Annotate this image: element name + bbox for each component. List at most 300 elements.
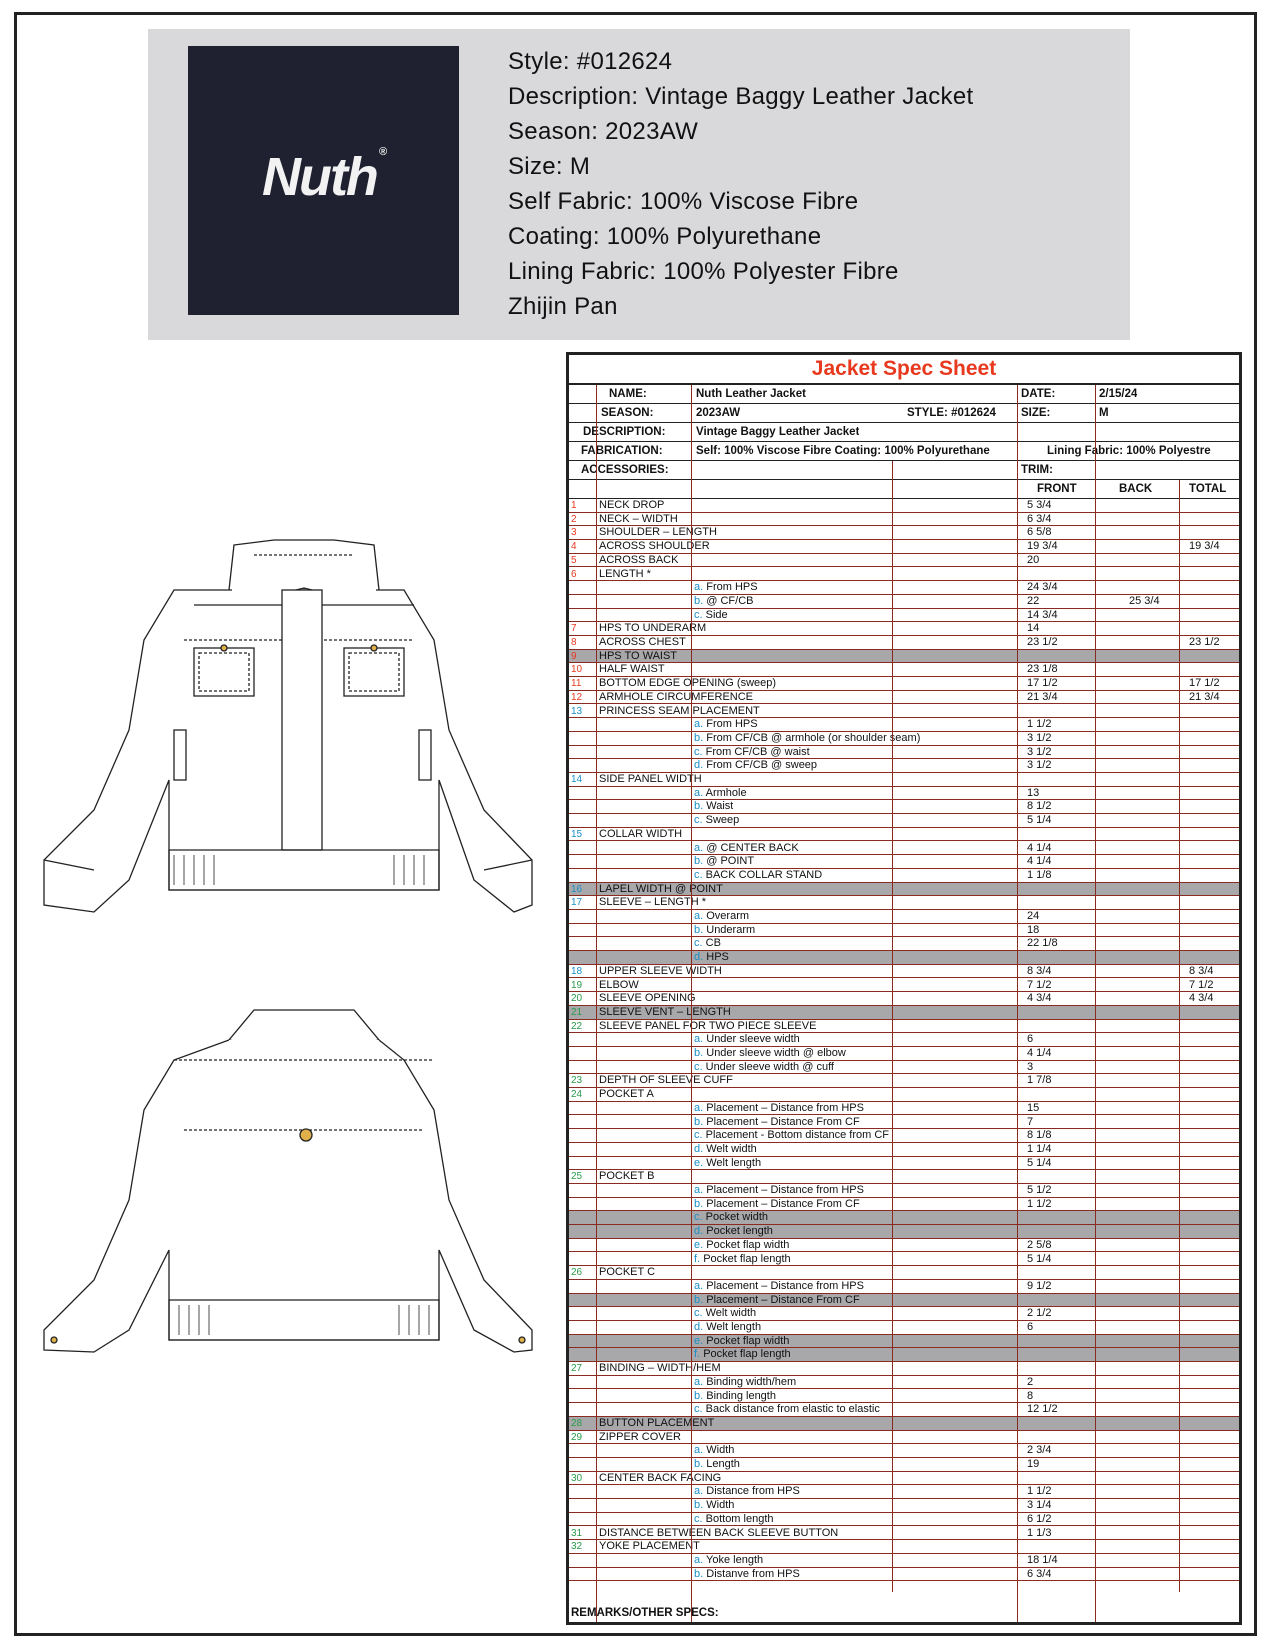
spec-row	[569, 622, 1239, 636]
front-value: 1 7/8	[1027, 1074, 1052, 1087]
front-value: 19	[1027, 1458, 1040, 1470]
grid-line	[691, 385, 692, 1622]
sub-measurement-label: Side	[705, 608, 728, 621]
front-value: 24	[1027, 910, 1040, 922]
sub-measurement-label: @ POINT	[706, 855, 755, 868]
spec-row	[569, 1321, 1239, 1335]
measurement-label: DEPTH OF SLEEVE CUFF	[599, 1074, 733, 1087]
fabrication-row	[569, 442, 1239, 461]
row-number: 1	[571, 500, 577, 511]
sub-measurement-label: Placement – Distance from HPS	[706, 1279, 864, 1292]
sub-measurement-label: Placement – Distance From CF	[706, 1115, 860, 1128]
sub-letter: e.	[694, 1334, 704, 1347]
spec-row	[569, 1458, 1239, 1472]
total-value: 21 3/4	[1189, 690, 1220, 703]
name-value: Nuth Leather Jacket	[696, 388, 806, 400]
row-number: 13	[571, 705, 583, 717]
front-value: 24 3/4	[1027, 581, 1058, 594]
designer-name: Zhijin Pan	[508, 293, 618, 320]
spec-row	[569, 759, 1239, 773]
spec-row	[569, 1116, 1239, 1130]
spec-row	[569, 732, 1239, 746]
sub-letter: f.	[694, 1348, 701, 1361]
row-number: 21	[571, 1006, 583, 1018]
spec-row	[569, 1033, 1239, 1047]
spec-row	[569, 1020, 1239, 1034]
front-value: 7	[1027, 1115, 1034, 1128]
measurement-label: CENTER BACK FACING	[599, 1471, 722, 1484]
spec-row	[569, 540, 1239, 554]
grid-line	[1017, 385, 1018, 1622]
sub-letter: b.	[694, 594, 704, 607]
front-value: 2	[1027, 1375, 1034, 1388]
remarks-row	[569, 1605, 1239, 1623]
season-row	[569, 404, 1239, 423]
total-value: 17 1/2	[1189, 677, 1220, 690]
sub-letter: d.	[694, 951, 704, 964]
sub-letter: b.	[694, 1047, 704, 1059]
spec-row	[569, 910, 1239, 924]
spec-row	[569, 842, 1239, 856]
spec-row	[569, 1239, 1239, 1253]
sub-letter: a.	[694, 1033, 704, 1046]
style-info	[508, 44, 973, 324]
sub-measurement-label: Width	[706, 1444, 735, 1457]
front-value: 1 1/2	[1027, 1197, 1052, 1210]
spec-row	[569, 1554, 1239, 1568]
front-value: 4 3/4	[1027, 992, 1052, 1005]
sub-measurement-label: Sweep	[705, 814, 740, 827]
front-value: 14 3/4	[1027, 608, 1058, 621]
front-value: 7 1/2	[1027, 978, 1052, 991]
row-number: 32	[571, 1541, 583, 1553]
sub-letter: b.	[694, 1197, 704, 1210]
front-jacket-sketch	[34, 530, 544, 920]
sub-measurement-label: Width	[706, 1499, 735, 1512]
sub-measurement-label: Welt width	[706, 1142, 757, 1155]
sub-measurement-label: Placement – Distance from HPS	[706, 1101, 864, 1114]
sub-letter: c.	[694, 937, 703, 950]
spec-row	[569, 992, 1239, 1006]
grid-line	[596, 385, 597, 1622]
measurement-label: HPS TO WAIST	[599, 649, 678, 662]
front-value: 3 1/2	[1027, 759, 1052, 772]
measurement-label: YOKE PLACEMENT	[599, 1540, 700, 1553]
size: Size: M	[508, 153, 591, 180]
spec-row	[569, 1157, 1239, 1171]
row-number: 9	[571, 650, 577, 662]
spec-row	[569, 869, 1239, 883]
spec-row	[569, 595, 1239, 609]
front-value: 3 1/2	[1027, 731, 1052, 744]
front-value: 6	[1027, 1321, 1034, 1333]
measurement-label: LAPEL WIDTH @ POINT	[599, 882, 723, 895]
spec-row	[569, 1431, 1239, 1445]
sub-measurement-label: Under sleeve width @ cuff	[705, 1060, 834, 1073]
col-front: FRONT	[1037, 483, 1077, 495]
measurement-label: ELBOW	[599, 978, 639, 991]
spec-row	[569, 1568, 1239, 1582]
row-number: 10	[571, 664, 583, 676]
spec-row	[569, 1527, 1239, 1541]
measurement-label: HPS TO UNDERARM	[599, 622, 707, 635]
front-value: 14	[1027, 622, 1040, 635]
row-number: 12	[571, 691, 583, 703]
sub-letter: e.	[694, 1156, 704, 1169]
spec-row	[569, 855, 1239, 869]
measurement-label: ACROSS CHEST	[599, 636, 686, 648]
measurement-label: ARMHOLE CIRCUMFERENCE	[599, 690, 754, 703]
spec-row	[569, 1170, 1239, 1184]
remarks-label: REMARKS/OTHER SPECS:	[571, 1607, 719, 1619]
spec-row	[569, 1184, 1239, 1198]
sub-letter: c.	[694, 1211, 703, 1224]
sub-measurement-label: From HPS	[706, 718, 758, 731]
spec-row	[569, 636, 1239, 650]
sub-measurement-label: From CF/CB @ sweep	[706, 759, 818, 772]
description-row	[569, 423, 1239, 442]
front-value: 1 1/2	[1027, 718, 1052, 731]
sub-letter: b.	[694, 1499, 704, 1512]
measurement-label: SLEEVE VENT – LENGTH	[599, 1005, 731, 1018]
sub-measurement-label: Binding length	[706, 1389, 776, 1402]
sub-letter: b.	[694, 1389, 704, 1402]
front-value: 18	[1027, 923, 1040, 936]
description: Description: Vintage Baggy Leather Jacket	[508, 83, 974, 110]
spec-row	[569, 1499, 1239, 1513]
spec-row	[569, 650, 1239, 664]
spec-row	[569, 1198, 1239, 1212]
spec-row	[569, 1444, 1239, 1458]
measurement-label: DISTANCE BETWEEN BACK SLEEVE BUTTON	[599, 1526, 839, 1539]
sub-letter: a.	[694, 581, 704, 594]
row-number: 20	[571, 993, 583, 1005]
sub-measurement-label: From HPS	[706, 581, 758, 594]
spec-row	[569, 1348, 1239, 1362]
spec-row	[569, 1390, 1239, 1404]
sub-measurement-label: Placement – Distance from HPS	[706, 1184, 864, 1196]
front-value: 1 1/8	[1027, 868, 1052, 881]
spec-row	[569, 663, 1239, 677]
season: Season: 2023AW	[508, 118, 699, 145]
total-value: 23 1/2	[1189, 636, 1220, 648]
spec-row	[569, 1253, 1239, 1267]
sub-letter: d.	[694, 1142, 704, 1155]
spec-row	[569, 1143, 1239, 1157]
spec-row	[569, 1376, 1239, 1390]
measurement-label: SLEEVE OPENING	[599, 992, 696, 1005]
style-number: Style: #012624	[508, 48, 673, 75]
front-value: 15	[1027, 1101, 1040, 1114]
spec-row	[569, 1362, 1239, 1376]
front-value: 18 1/4	[1027, 1553, 1058, 1566]
measurement-label: POCKET A	[599, 1088, 654, 1101]
measurement-label: BOTTOM EDGE OPENING (sweep)	[599, 677, 777, 690]
sub-letter: c.	[694, 745, 703, 758]
spec-row	[569, 746, 1239, 760]
spec-row	[569, 828, 1239, 842]
sub-letter: b.	[694, 731, 704, 744]
front-value: 2 3/4	[1027, 1444, 1052, 1457]
spec-row	[569, 1294, 1239, 1308]
sub-letter: b.	[694, 800, 704, 813]
row-number: 31	[571, 1527, 583, 1539]
sub-measurement-label: From CF/CB @ armhole (or shoulder seam)	[706, 731, 921, 744]
row-number: 23	[571, 1075, 583, 1087]
front-value: 12 1/2	[1027, 1403, 1058, 1416]
sub-measurement-label: Binding width/hem	[706, 1375, 797, 1388]
sub-measurement-label: Back distance from elastic to elastic	[705, 1403, 880, 1416]
sub-measurement-label: Pocket flap length	[703, 1252, 791, 1265]
row-number: 22	[571, 1020, 583, 1032]
spec-row	[569, 951, 1239, 965]
front-value: 8 1/2	[1027, 800, 1052, 813]
total-value: 19 3/4	[1189, 540, 1220, 553]
front-value: 5 3/4	[1027, 499, 1052, 511]
row-number: 25	[571, 1171, 583, 1183]
total-value: 8 3/4	[1189, 964, 1214, 977]
spec-row	[569, 513, 1239, 527]
row-number: 5	[571, 554, 577, 566]
spec-row	[569, 1472, 1239, 1486]
spec-title: Jacket Spec Sheet	[569, 357, 1239, 385]
sub-letter: a.	[694, 1184, 704, 1196]
spec-row	[569, 1280, 1239, 1294]
measurement-label: NECK DROP	[599, 499, 665, 511]
sub-letter: c.	[694, 608, 703, 621]
col-back: BACK	[1119, 483, 1153, 495]
front-value: 8	[1027, 1389, 1034, 1402]
grid-line	[1179, 480, 1180, 1592]
date-label: DATE:	[1021, 388, 1056, 400]
front-value: 3	[1027, 1060, 1034, 1073]
sub-measurement-label: HPS	[706, 951, 729, 964]
spec-sheet	[566, 352, 1242, 1625]
row-number: 17	[571, 897, 583, 909]
sub-measurement-label: Distance from HPS	[706, 1485, 800, 1498]
sub-measurement-label: Placement – Distance From CF	[706, 1293, 860, 1306]
front-value: 6 3/4	[1027, 512, 1052, 525]
sub-measurement-label: Length	[706, 1458, 740, 1470]
row-number: 29	[571, 1431, 583, 1443]
lining-value: Lining Fabric: 100% Polyestre	[1047, 445, 1211, 457]
spec-row	[569, 691, 1239, 705]
desc-label: DESCRIPTION:	[583, 426, 666, 438]
name-label: NAME:	[609, 388, 647, 400]
row-number: 16	[571, 883, 583, 895]
front-value: 5 1/2	[1027, 1184, 1052, 1196]
fab-value: Self: 100% Viscose Fibre Coating: 100% Polyurethane	[696, 445, 990, 457]
sub-measurement-label: Armhole	[705, 786, 747, 799]
column-header-row	[569, 480, 1239, 499]
sub-measurement-label: Pocket flap width	[706, 1334, 790, 1347]
sub-measurement-label: Welt length	[706, 1156, 762, 1169]
front-value: 1 1/2	[1027, 1485, 1052, 1498]
lining-fabric: Lining Fabric: 100% Polyester Fibre	[508, 258, 899, 285]
size-value: M	[1099, 407, 1109, 419]
spec-row	[569, 1211, 1239, 1225]
sub-letter: d.	[694, 1225, 704, 1238]
front-value: 6 1/2	[1027, 1512, 1052, 1525]
spec-row	[569, 896, 1239, 910]
row-number: 27	[571, 1363, 583, 1375]
measurement-label: POCKET C	[599, 1266, 656, 1279]
measurement-label: ACROSS BACK	[599, 553, 679, 566]
name-row	[569, 385, 1239, 404]
row-number: 4	[571, 541, 577, 553]
spec-row	[569, 800, 1239, 814]
sub-letter: a.	[694, 910, 704, 922]
front-value: 5 1/4	[1027, 814, 1052, 827]
sub-measurement-label: Under sleeve width	[706, 1033, 800, 1046]
front-value: 22	[1027, 594, 1040, 607]
sub-letter: c.	[694, 1060, 703, 1073]
spec-row	[569, 1513, 1239, 1527]
spec-row	[569, 1540, 1239, 1554]
sub-letter: a.	[694, 718, 704, 731]
sub-measurement-label: Yoke length	[706, 1553, 764, 1566]
front-value: 13	[1027, 786, 1040, 799]
sub-letter: f.	[694, 1252, 701, 1265]
spec-row	[569, 1335, 1239, 1349]
row-number: 8	[571, 637, 577, 648]
spec-row	[569, 1307, 1239, 1321]
row-number: 6	[571, 568, 577, 580]
sub-measurement-label: Waist	[706, 800, 734, 813]
sub-letter: a.	[694, 1444, 704, 1457]
row-number: 26	[571, 1267, 583, 1279]
row-number: 19	[571, 979, 583, 991]
spec-row	[569, 1225, 1239, 1239]
size-label: SIZE:	[1021, 407, 1051, 419]
front-value: 17 1/2	[1027, 677, 1058, 690]
front-value: 20	[1027, 553, 1040, 566]
desc-value: Vintage Baggy Leather Jacket	[696, 426, 860, 438]
spec-row	[569, 568, 1239, 582]
col-total: TOTAL	[1189, 483, 1227, 495]
spec-row	[569, 1047, 1239, 1061]
measurement-label: SIDE PANEL WIDTH	[599, 773, 702, 785]
spec-row	[569, 924, 1239, 938]
row-number: 30	[571, 1472, 583, 1484]
sub-measurement-label: Underarm	[706, 923, 756, 936]
spec-row	[569, 1417, 1239, 1431]
front-value: 8 3/4	[1027, 964, 1052, 977]
sub-letter: c.	[694, 1307, 703, 1320]
row-number: 11	[571, 678, 582, 690]
sub-letter: b.	[694, 923, 704, 936]
sub-letter: c.	[694, 1512, 703, 1525]
logo-registered: ®	[378, 146, 386, 158]
brand-logo	[188, 46, 459, 315]
front-value: 3 1/4	[1027, 1499, 1052, 1512]
row-number: 18	[571, 965, 583, 977]
row-number: 14	[571, 774, 583, 785]
measurement-label: NECK – WIDTH	[599, 512, 678, 525]
front-value: 6 5/8	[1027, 526, 1052, 539]
front-value: 5 1/4	[1027, 1252, 1052, 1265]
row-number: 2	[571, 513, 577, 525]
sub-letter: a.	[694, 1101, 704, 1114]
spec-row	[569, 1006, 1239, 1020]
row-number: 3	[571, 527, 577, 539]
spec-row	[569, 1088, 1239, 1102]
sub-measurement-label: Pocket flap width	[706, 1238, 790, 1251]
measurement-label: ACROSS SHOULDER	[599, 540, 710, 553]
measurement-label: UPPER SLEEVE WIDTH	[599, 964, 722, 977]
sub-letter: b.	[694, 1567, 704, 1580]
spec-row	[569, 965, 1239, 979]
sub-letter: a.	[694, 1553, 704, 1566]
front-value: 6	[1027, 1033, 1034, 1046]
sub-measurement-label: CB	[705, 937, 721, 950]
sub-measurement-label: Pocket width	[705, 1211, 768, 1224]
back-jacket-sketch	[34, 1000, 544, 1360]
front-value: 1 1/4	[1027, 1142, 1052, 1155]
measurement-label: BINDING – WIDTH/HEM	[599, 1362, 721, 1375]
spec-row	[569, 581, 1239, 595]
spec-row	[569, 787, 1239, 801]
spec-row	[569, 1129, 1239, 1143]
sub-measurement-label: @ CENTER BACK	[706, 841, 799, 854]
spec-row	[569, 677, 1239, 691]
sub-letter: b.	[694, 855, 704, 868]
spec-row	[569, 883, 1239, 897]
sub-measurement-label: Bottom length	[705, 1512, 774, 1525]
spec-row	[569, 609, 1239, 623]
sub-letter: a.	[694, 1485, 704, 1498]
front-value: 9 1/2	[1027, 1279, 1052, 1292]
spec-row	[569, 1102, 1239, 1116]
sub-measurement-label: Pocket flap length	[703, 1348, 791, 1361]
measurement-label: LENGTH *	[599, 567, 651, 580]
sub-measurement-label: Welt length	[706, 1321, 762, 1333]
sub-letter: b.	[694, 1115, 704, 1128]
spec-row	[569, 814, 1239, 828]
sub-letter: e.	[694, 1238, 704, 1251]
accessories-row	[569, 461, 1239, 480]
spec-row	[569, 1074, 1239, 1088]
row-number: 24	[571, 1089, 583, 1101]
measurement-label: POCKET B	[599, 1170, 655, 1183]
front-value: 23 1/2	[1027, 636, 1058, 648]
measurement-label: COLLAR WIDTH	[599, 827, 683, 840]
spec-row	[569, 937, 1239, 951]
spec-row	[569, 1266, 1239, 1280]
sub-measurement-label: Distanve from HPS	[706, 1567, 800, 1580]
spec-row	[569, 1485, 1239, 1499]
front-value: 8 1/8	[1027, 1129, 1052, 1142]
front-value: 23 1/8	[1027, 663, 1058, 676]
spec-row	[569, 705, 1239, 719]
spec-row	[569, 499, 1239, 513]
front-value: 2 1/2	[1027, 1307, 1052, 1320]
sub-measurement-label: BACK COLLAR STAND	[705, 868, 823, 881]
front-value: 1 1/3	[1027, 1526, 1052, 1539]
spec-row	[569, 554, 1239, 568]
measurement-label: SLEEVE – LENGTH *	[599, 896, 706, 909]
front-value: 21 3/4	[1027, 690, 1058, 703]
sub-measurement-label: Placement – Distance From CF	[706, 1197, 860, 1210]
measurement-label: HALF WAIST	[599, 663, 665, 676]
sub-measurement-label: Welt width	[705, 1307, 757, 1320]
sub-letter: a.	[694, 841, 704, 854]
measurement-label: SLEEVE PANEL FOR TWO PIECE SLEEVE	[599, 1019, 817, 1032]
grid-line	[892, 461, 893, 1592]
sub-letter: a.	[694, 786, 704, 799]
sub-measurement-label: @ CF/CB	[706, 594, 754, 607]
row-number: 28	[571, 1417, 583, 1429]
